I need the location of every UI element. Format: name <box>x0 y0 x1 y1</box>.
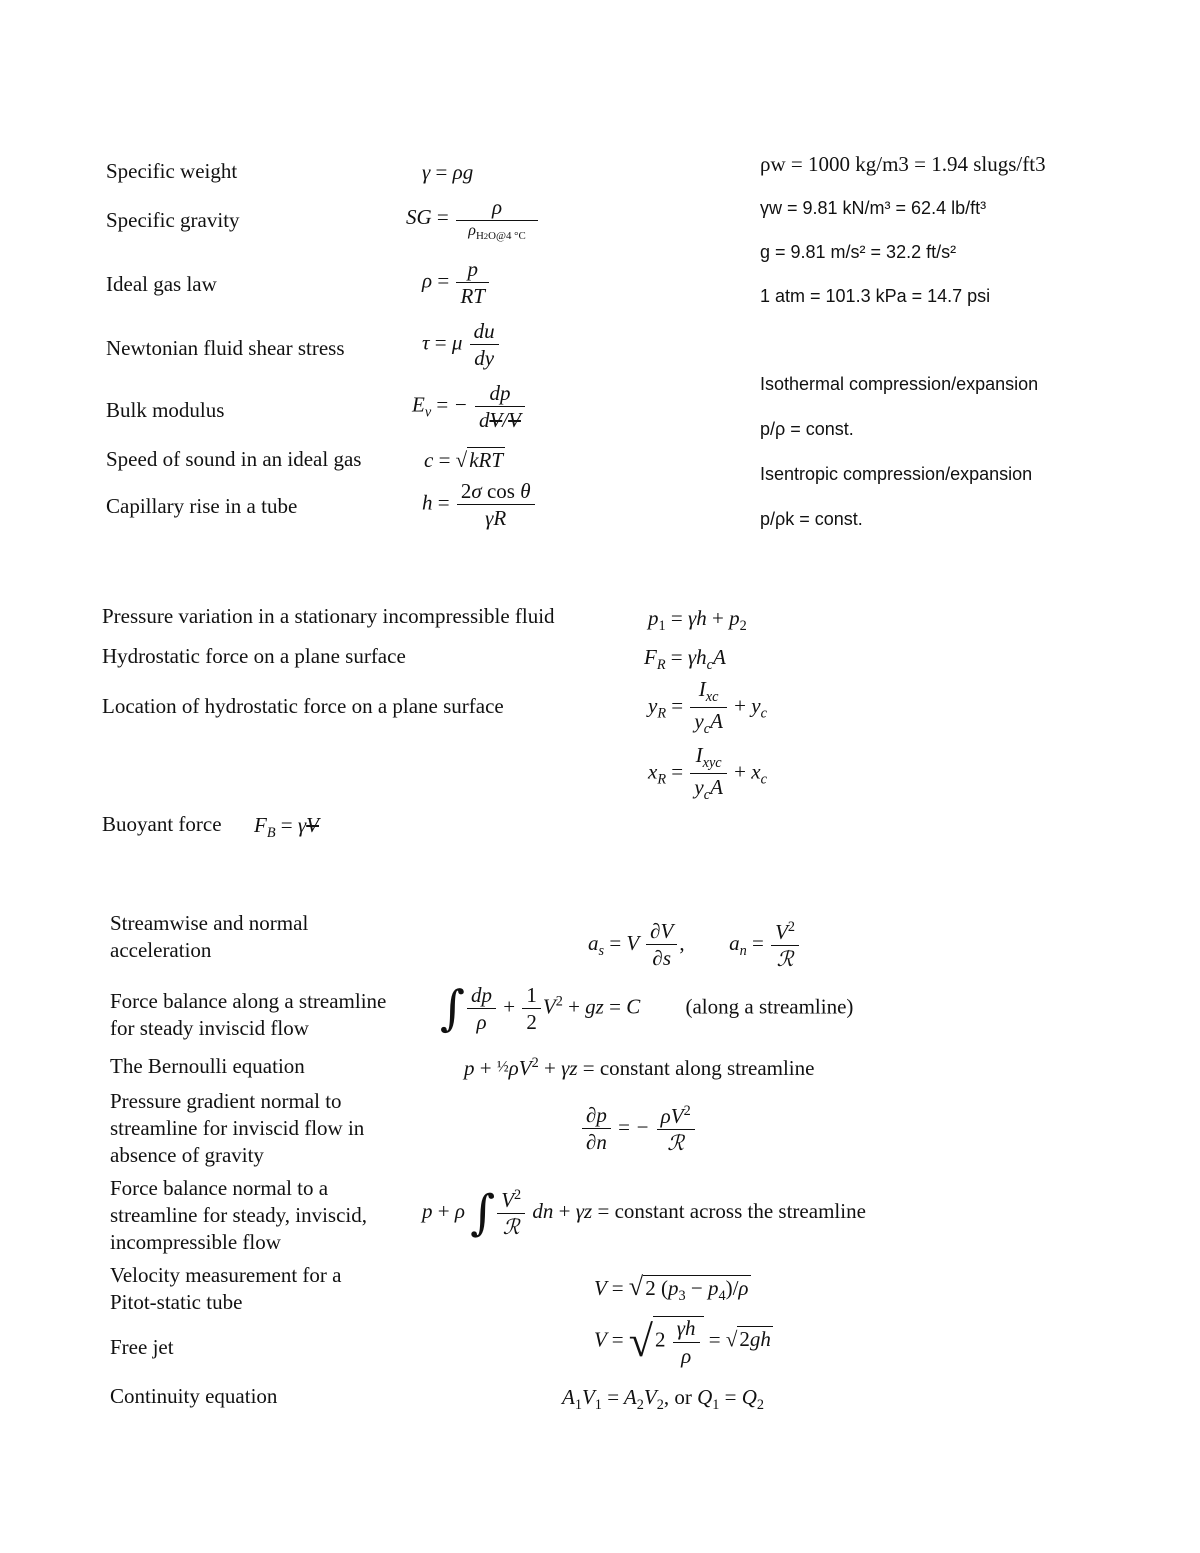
label-pressure-gradient <box>110 1088 364 1169</box>
eq-pitot-static: V = √2 $(p_3 - p_4)/\rho$ <box>594 1272 749 1304</box>
eq-force-balance-normal: p + ρ ∫ $\frac{V^2}{\text{ℛ}}$ dn + γz = constant across the streamline <box>422 1184 866 1241</box>
eq-shear-stress: τ = μ $\frac{du}{dy}$ <box>422 320 501 369</box>
eq-pressure-gradient: $\frac{\partial p}{\partial n}$ = − $\frac{\rho V^2}{\text{ℛ}}$ <box>580 1104 697 1154</box>
label-speed-of-sound: Speed of sound in an ideal gas <box>106 447 362 471</box>
eq-bulk-modulus: $E_v$ = − $\frac{dp}{dV/V}$ <box>412 382 527 431</box>
label-force-balance-normal-line2: streamline for steady, inviscid, <box>110 1203 367 1227</box>
isentropic-heading: Isentropic compression/expansion <box>760 464 1033 484</box>
label-ideal-gas-law: Ideal gas law <box>106 272 217 296</box>
eq-capillary-rise: h = $\frac{\text{2σ cos θ}}{\gamma R}$ <box>422 480 537 529</box>
isentropic-relation: p/ρk = const. <box>760 509 863 529</box>
label-continuity: Continuity equation <box>110 1384 278 1408</box>
eq-force-balance-along: ∫ $\frac{dp}{\rho}$ + $\frac{1}{2}$ $V^2$ + gz = C (along a streamline) <box>440 980 854 1037</box>
label-force-balance-normal-line3: incompressible flow <box>110 1230 281 1254</box>
eq-continuity: $A_1V_1 = A_2V_2$, or $Q_1 = Q_2$ <box>562 1385 765 1413</box>
label-pitot-static-line1: Velocity measurement for a <box>110 1263 342 1287</box>
note-bernoulli: constant along streamline <box>599 1055 815 1080</box>
label-acceleration-line2: acceleration <box>110 938 212 962</box>
eq-speed-of-sound: c = √kRT <box>424 448 504 472</box>
label-specific-gravity: Specific gravity <box>106 208 240 232</box>
label-pressure-gradient-line1: Pressure gradient normal to <box>110 1089 342 1113</box>
isothermal-heading: Isothermal compression/expansion <box>760 374 1039 394</box>
note-or: or <box>674 1385 692 1409</box>
label-acceleration <box>110 910 308 964</box>
label-hydrostatic-location: Location of hydrostatic force on a plane surface <box>102 694 504 718</box>
note-along-streamline: (along a streamline) <box>685 994 854 1019</box>
label-bernoulli: The Bernoulli equation <box>110 1054 305 1078</box>
eq-free-jet: V = √2 $\frac{\gamma h}{\rho}$ = √2gh <box>594 1316 771 1368</box>
eq-pressure-variation: $p_1 = \gamma h + p_2$ <box>648 606 747 634</box>
const-water-density: ρw = 1000 kg/m3 = 1.94 slugs/ft3 <box>760 152 1046 176</box>
eq-bernoulli: $p + \frac{1}{2}\rho V^2 + \gamma z$ = constant along streamline <box>464 1055 815 1080</box>
label-pressure-variation: Pressure variation in a stationary incompressible fluid <box>102 604 555 628</box>
label-capillary-rise: Capillary rise in a tube <box>106 494 298 518</box>
label-free-jet: Free jet <box>110 1335 174 1359</box>
note-across-streamline: constant across the streamline <box>614 1198 866 1223</box>
label-pressure-gradient-line2: streamline for inviscid flow in <box>110 1116 365 1140</box>
label-pitot-static <box>110 1262 342 1316</box>
eq-specific-gravity: SG = $\frac{\rho}{\rho_{H2O@4 ^\circ C}}$ <box>406 196 540 242</box>
label-force-balance-normal <box>110 1175 367 1256</box>
eq-specific-weight: γ = ρg <box>422 160 474 184</box>
label-shear-stress: Newtonian fluid shear stress <box>106 336 345 360</box>
eq-ideal-gas: ρ = $\frac{p}{RT}$ <box>422 258 491 307</box>
label-hydrostatic-force: Hydrostatic force on a plane surface <box>102 644 406 668</box>
label-force-balance-normal-line1: Force balance normal to a <box>110 1176 329 1200</box>
eq-hydrostatic-location-x: $x_R$ = $\frac{I_{xyc}}{y_cA}$ + $x_c$ <box>648 743 767 803</box>
label-buoyant-force: Buoyant force <box>102 812 222 836</box>
label-force-balance-along <box>110 988 386 1042</box>
eq-hydrostatic-location-y: $y_R$ = $\frac{I_{xc}}{y_cA}$ + $y_c$ <box>648 677 767 737</box>
eq-buoyant-force: $F_B = \gamma V$ <box>254 813 319 841</box>
eq-acceleration: $a_s = V$ $\frac{\partial V}{\partial s}$ , $a_n$ = $\frac{V^2}{\text{ℛ}}$ <box>588 920 801 970</box>
label-force-balance-along-line2: for steady inviscid flow <box>110 1016 309 1040</box>
label-bulk-modulus: Bulk modulus <box>106 398 225 422</box>
label-pressure-gradient-line3: absence of gravity <box>110 1143 264 1167</box>
isothermal-relation: p/ρ = const. <box>760 419 854 439</box>
const-atmosphere: 1 atm = 101.3 kPa = 14.7 psi <box>760 286 991 306</box>
eq-hydrostatic-force: $F_R = \gamma h_cA$ <box>644 645 726 673</box>
label-specific-weight: Specific weight <box>106 159 238 183</box>
label-pitot-static-line2: Pitot-static tube <box>110 1290 243 1314</box>
label-force-balance-along-line1: Force balance along a streamline <box>110 989 387 1013</box>
const-gravity: g = 9.81 m/s² = 32.2 ft/s² <box>760 242 957 262</box>
label-acceleration-line1: Streamwise and normal <box>110 911 309 935</box>
const-water-specific-weight: γw = 9.81 kN/m³ = 62.4 lb/ft³ <box>760 198 987 218</box>
